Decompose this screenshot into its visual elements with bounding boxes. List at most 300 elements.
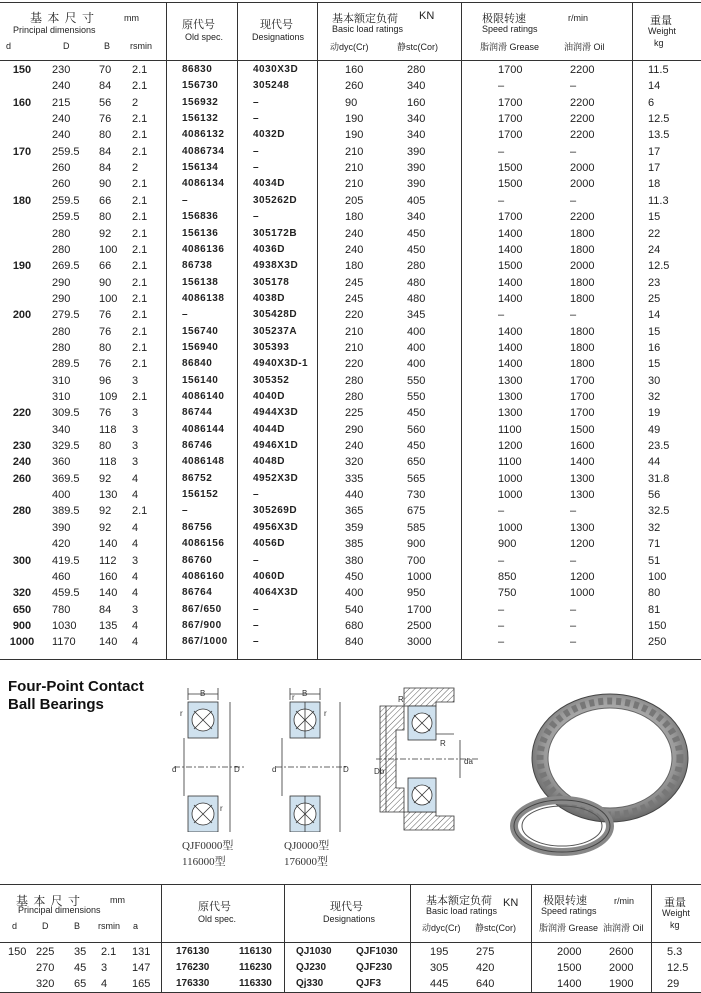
header-top-rule — [0, 884, 701, 885]
cell-speed-oil: 2200 — [570, 211, 595, 224]
weight-en: Weight — [648, 26, 676, 36]
table-row — [0, 127, 701, 145]
cell-designation: – — [253, 96, 260, 108]
cell-D: 310 — [52, 391, 71, 403]
cell-old-spec: 4086136 — [182, 243, 225, 255]
cell-designation: 4946X1D — [253, 440, 299, 452]
cell-static-load: 275 — [476, 946, 495, 958]
cell-B: 80 — [99, 341, 112, 354]
cell-d: 300 — [12, 554, 32, 567]
header-bottom-rule — [0, 942, 701, 943]
cell-dynamic-load: 450 — [345, 570, 364, 583]
cell-weight: 51 — [648, 554, 661, 567]
cell-dynamic-load: 210 — [345, 145, 364, 158]
cell-static-load: 390 — [407, 145, 426, 158]
section-title-line2: Ball Bearings — [8, 696, 104, 713]
table-row — [0, 62, 701, 80]
cell-weight: 29 — [667, 978, 680, 990]
cell-speed-grease: – — [498, 80, 505, 93]
cell-old-spec: 156940 — [182, 341, 219, 353]
cell-dynamic-load: 220 — [345, 358, 364, 371]
cell-old-spec: 86764 — [182, 587, 213, 599]
diagram-caption-qjf — [182, 837, 233, 869]
cell-speed-grease: – — [498, 603, 505, 616]
cell-static-load: 585 — [407, 521, 426, 534]
table-row — [0, 389, 701, 407]
speed-oil: 油润滑 Oil — [603, 923, 644, 933]
cell-rsmin: 2.1 — [132, 341, 148, 354]
cell-weight: 6 — [648, 96, 655, 109]
caption-line: QJF0000型 — [182, 840, 234, 852]
cell-speed-oil: – — [570, 554, 577, 567]
cell-dynamic-load: 290 — [345, 423, 364, 436]
cell-old-spec: 867/900 — [182, 619, 222, 631]
cell-rsmin: 3 — [132, 603, 139, 616]
cell-rsmin: 4 — [132, 538, 139, 551]
speed-en: Speed ratings — [541, 906, 597, 916]
cell-rsmin: 4 — [132, 521, 139, 534]
cell-dynamic-load: 260 — [345, 80, 364, 93]
cell-static-load: 405 — [407, 194, 426, 207]
cell-B: 80 — [99, 211, 112, 224]
cell-dynamic-load: 210 — [345, 341, 364, 354]
cell-designation: 4036D — [253, 243, 285, 255]
cell-old-spec: 86752 — [182, 472, 213, 484]
bearing-diagram-qjf — [170, 686, 250, 832]
speed-grease: 脂润滑 Grease — [539, 923, 599, 933]
cell-designation: 4032D — [253, 129, 285, 141]
cell-B: 160 — [99, 570, 118, 583]
cell-speed-oil: 2200 — [570, 113, 595, 126]
cell-dynamic-load: 680 — [345, 619, 364, 632]
cell-speed-grease: 1400 — [498, 358, 523, 371]
cell-D: 400 — [52, 489, 71, 502]
cell-weight: 12.5 — [648, 113, 670, 126]
cell-speed-oil: 2000 — [609, 962, 634, 974]
principal-en: Principal dimensions — [18, 905, 101, 915]
cell-rsmin: 2.1 — [132, 178, 148, 191]
label-D: D — [343, 765, 349, 774]
section-title-line1: Four-Point Contact — [8, 678, 144, 695]
table-row — [0, 454, 701, 472]
cell-speed-oil: – — [570, 619, 577, 632]
cell-speed-grease: – — [498, 505, 505, 518]
cell-designation: 4956X3D — [253, 521, 299, 533]
cell-B: 92 — [99, 505, 112, 518]
cell-B: 56 — [99, 96, 112, 109]
table-row — [0, 438, 701, 456]
cell-old-spec: 86840 — [182, 358, 213, 370]
cell-d: 240 — [12, 456, 32, 469]
cell-D: 260 — [52, 178, 71, 191]
cell-d: 320 — [12, 587, 32, 600]
cell-a: 165 — [132, 978, 151, 990]
label-r: r — [324, 709, 327, 718]
load-static: 静stc(Cor) — [475, 923, 516, 933]
weight-en: Weight — [662, 908, 690, 918]
label-D: D — [234, 765, 240, 774]
cell-B: 76 — [99, 407, 112, 420]
cell-B: 130 — [99, 489, 118, 502]
cell-D: 320 — [36, 978, 55, 990]
cell-D: 230 — [52, 64, 71, 76]
cell-speed-oil: 1800 — [570, 243, 595, 256]
cell-d: 170 — [12, 145, 32, 158]
cell-designation: 305178 — [253, 276, 290, 288]
cell-speed-grease: 1400 — [498, 292, 523, 305]
cell-speed-grease: 900 — [498, 538, 517, 551]
cell-old-spec: 156140 — [182, 374, 219, 386]
cell-D: 259.5 — [52, 194, 80, 207]
cell-static-load: 480 — [407, 276, 426, 289]
cell-old-spec: 86738 — [182, 260, 213, 272]
cell-dynamic-load: 385 — [345, 538, 364, 551]
table-row — [0, 634, 701, 652]
cell-old-spec-1: 176330 — [176, 978, 210, 989]
label-d: d — [272, 765, 277, 774]
cell-designation: 305237A — [253, 325, 298, 337]
cell-rsmin: 2.1 — [101, 946, 117, 958]
cell-B: 140 — [99, 538, 118, 551]
cell-D: 280 — [52, 243, 71, 256]
cell-speed-oil: 1700 — [570, 407, 595, 420]
cell-B: 66 — [99, 194, 112, 207]
cell-dynamic-load: 210 — [345, 178, 364, 191]
cell-speed-grease: 1300 — [498, 374, 523, 387]
cell-speed-oil: 1600 — [570, 440, 595, 453]
cell-d: 190 — [12, 260, 32, 273]
cell-old-spec: 867/650 — [182, 603, 222, 615]
cell-designation: 4038D — [253, 292, 285, 304]
cell-speed-grease: 2000 — [557, 946, 582, 958]
cell-speed-grease: – — [498, 145, 505, 158]
cell-D: 390 — [52, 521, 71, 534]
cell-weight: 32 — [648, 391, 661, 403]
cell-speed-grease: 1700 — [498, 113, 523, 126]
label-r: r — [292, 693, 295, 702]
cell-dynamic-load: 380 — [345, 554, 364, 567]
cell-D: 309.5 — [52, 407, 80, 420]
cell-weight: 14 — [648, 80, 661, 93]
cell-B: 35 — [74, 946, 87, 958]
cell-weight: 56 — [648, 489, 661, 502]
cell-dynamic-load: 240 — [345, 227, 364, 240]
cell-B: 109 — [99, 391, 118, 403]
cell-rsmin: 4 — [101, 978, 108, 990]
cell-dynamic-load: 245 — [345, 276, 364, 289]
cell-D: 215 — [52, 96, 71, 109]
cell-static-load: 420 — [476, 962, 495, 974]
table-row — [0, 193, 701, 211]
col-D: D — [42, 921, 49, 931]
cell-weight: 24 — [648, 243, 661, 256]
cell-designation: – — [253, 489, 260, 501]
cell-old-spec: 156152 — [182, 489, 219, 501]
cell-rsmin: 2.1 — [132, 64, 148, 76]
cell-weight: 150 — [648, 619, 667, 632]
cell-d: 230 — [12, 440, 32, 453]
table-row — [0, 340, 701, 358]
cell-speed-grease: 1700 — [498, 211, 523, 224]
cell-old-spec: 156730 — [182, 80, 219, 92]
cell-speed-grease: – — [498, 619, 505, 632]
cell-D: 389.5 — [52, 505, 80, 518]
cell-old-spec: 4086156 — [182, 538, 225, 550]
cell-static-load: 2500 — [407, 619, 432, 632]
cell-old-spec: 4086148 — [182, 456, 225, 468]
cell-speed-grease: – — [498, 194, 505, 207]
cell-weight: 32.5 — [648, 505, 670, 518]
cell-weight: 30 — [648, 374, 661, 387]
speed-unit: r/min — [614, 896, 634, 906]
cell-speed-oil: 1800 — [570, 341, 595, 354]
bearing-diagram-qj — [272, 686, 352, 832]
cell-B: 100 — [99, 243, 118, 256]
cell-weight: 19 — [648, 407, 661, 420]
cell-dynamic-load: 305 — [430, 962, 449, 974]
cell-d: 1000 — [9, 636, 35, 649]
cell-old-spec: 86756 — [182, 521, 213, 533]
cell-B: 65 — [74, 978, 87, 990]
cell-speed-oil: – — [570, 636, 577, 649]
cell-D: 280 — [52, 325, 71, 338]
cell-speed-grease: 1400 — [498, 243, 523, 256]
cell-rsmin: 3 — [132, 554, 139, 567]
cell-designation: 305248 — [253, 80, 290, 92]
load-dynamic: 动dyc(Cr) — [422, 923, 461, 933]
cur-en: Designations — [252, 32, 305, 42]
cell-static-load: 550 — [407, 391, 426, 403]
cell-B: 70 — [99, 64, 112, 76]
cell-d: 260 — [12, 472, 32, 485]
table-row — [0, 226, 701, 244]
cell-old-spec: 156932 — [182, 96, 219, 108]
caption-line: QJ0000型 — [284, 840, 330, 852]
principal-cn: 基 本 尺 寸 — [16, 894, 82, 908]
cell-rsmin: 2 — [132, 96, 139, 109]
cell-speed-grease: 1100 — [498, 423, 522, 436]
label-r: r — [220, 804, 223, 813]
cell-rsmin: 4 — [132, 570, 139, 583]
cell-B: 92 — [99, 227, 112, 240]
cell-dynamic-load: 190 — [345, 113, 364, 126]
cell-weight: 49 — [648, 423, 661, 436]
cell-B: 45 — [74, 962, 87, 974]
table-row — [0, 242, 701, 260]
cell-dynamic-load: 400 — [345, 587, 364, 600]
cell-static-load: 450 — [407, 227, 426, 240]
cell-weight: 100 — [648, 570, 667, 583]
table-row — [0, 95, 701, 113]
cell-D: 369.5 — [52, 472, 80, 485]
cell-weight: 12.5 — [648, 260, 670, 273]
cell-old-spec: – — [182, 194, 189, 206]
col-rsmin: rsmin — [130, 41, 152, 51]
cell-dynamic-load: 240 — [345, 243, 364, 256]
cell-D: 420 — [52, 538, 71, 551]
cell-designation: 4044D — [253, 423, 285, 435]
cell-speed-oil: – — [570, 194, 577, 207]
cell-B: 112 — [99, 554, 117, 567]
cell-dynamic-load: 365 — [345, 505, 364, 518]
cell-weight: 16 — [648, 341, 661, 354]
cell-D: 1170 — [52, 636, 76, 649]
speed-cn: 极限转速 — [482, 13, 526, 25]
load-cn: 基本额定负荷 — [426, 895, 492, 907]
cell-static-load: 1700 — [407, 603, 432, 616]
cell-designation: 305352 — [253, 374, 290, 386]
table-row — [0, 961, 701, 977]
cell-designation-2: QJF230 — [356, 962, 393, 973]
cell-designation: 305262D — [253, 194, 298, 206]
cell-static-load: 400 — [407, 325, 426, 338]
cell-rsmin: 2.1 — [132, 276, 148, 289]
label-da: da — [464, 757, 473, 766]
cell-B: 96 — [99, 374, 112, 387]
cell-weight: 14 — [648, 309, 661, 322]
cell-designation-1: QJ1030 — [296, 946, 332, 957]
cell-weight: 23.5 — [648, 440, 670, 453]
load-en: Basic load ratings — [332, 24, 404, 34]
cell-speed-grease: 1400 — [498, 227, 523, 240]
cell-rsmin: 3 — [132, 374, 139, 387]
table-row — [0, 618, 701, 636]
cell-dynamic-load: 190 — [345, 129, 364, 142]
cell-B: 76 — [99, 309, 112, 322]
cell-weight: 80 — [648, 587, 661, 600]
cell-speed-oil: 1200 — [570, 570, 595, 583]
cell-speed-oil: 2000 — [570, 260, 595, 273]
col-D: D — [63, 41, 70, 51]
cell-dynamic-load: 359 — [345, 521, 364, 534]
weight-cn: 重量 — [664, 897, 686, 909]
cell-designation: 4030X3D — [253, 64, 299, 75]
cell-old-spec: 4086160 — [182, 570, 225, 582]
cell-speed-oil: 1700 — [570, 391, 595, 403]
table-row — [0, 160, 701, 178]
cell-old-spec: 86746 — [182, 440, 213, 452]
cell-rsmin: 3 — [132, 456, 139, 469]
cell-D: 340 — [52, 423, 71, 436]
cell-rsmin: 2.1 — [132, 113, 148, 126]
cell-rsmin: 4 — [132, 489, 139, 502]
cell-d: 650 — [12, 603, 32, 616]
cell-rsmin: 2.1 — [132, 129, 148, 142]
table-row — [0, 78, 701, 96]
cell-old-spec: 4086140 — [182, 391, 225, 402]
cell-speed-grease: 1500 — [498, 162, 523, 175]
cell-D: 259.5 — [52, 211, 80, 224]
cell-static-load: 390 — [407, 162, 426, 175]
cell-old-spec-1: 176230 — [176, 962, 210, 973]
cell-dynamic-load: 180 — [345, 260, 364, 273]
cell-old-spec: 156740 — [182, 325, 219, 337]
principal-cn: 基 本 尺 寸 — [30, 11, 96, 25]
cell-speed-grease: 1000 — [498, 521, 523, 534]
cell-static-load: 480 — [407, 292, 426, 305]
cell-dynamic-load: 335 — [345, 472, 364, 485]
label-R: R — [398, 695, 404, 704]
table-row — [0, 324, 701, 342]
cell-designation: 4056D — [253, 538, 285, 550]
cell-speed-grease: 750 — [498, 587, 517, 600]
cell-speed-oil: 1900 — [609, 978, 634, 990]
label-B: B — [200, 689, 206, 698]
cell-designation: – — [253, 162, 260, 174]
table-bottom-rule — [0, 659, 701, 660]
cell-speed-grease: 1500 — [498, 178, 523, 191]
cell-D: 419.5 — [52, 554, 80, 567]
cell-dynamic-load: 280 — [345, 374, 364, 387]
cell-D: 360 — [52, 456, 71, 469]
cell-speed-oil: – — [570, 145, 577, 158]
cell-B: 84 — [99, 603, 112, 616]
cell-B: 100 — [99, 292, 118, 305]
col-d: d — [12, 921, 18, 931]
cell-designation: 4034D — [253, 178, 285, 190]
cell-speed-oil: 1700 — [570, 374, 595, 387]
cell-speed-grease: 1700 — [498, 96, 523, 109]
cell-weight: 11.5 — [648, 64, 669, 76]
cell-dynamic-load: 320 — [345, 456, 364, 469]
cell-dynamic-load: 225 — [345, 407, 364, 420]
cell-speed-grease: 850 — [498, 570, 517, 583]
cell-dynamic-load: 180 — [345, 211, 364, 224]
cell-B: 80 — [99, 129, 112, 142]
cell-speed-grease: 1500 — [557, 962, 582, 974]
cell-weight: 15 — [648, 358, 661, 371]
speed-cn: 极限转速 — [543, 895, 587, 907]
header-top-rule — [0, 2, 701, 3]
cell-static-load: 730 — [407, 489, 426, 502]
cell-static-load: 450 — [407, 407, 426, 420]
cell-designation: 4944X3D — [253, 407, 299, 419]
cell-D: 240 — [52, 80, 71, 93]
cell-rsmin: 4 — [132, 587, 139, 600]
cell-B: 140 — [99, 636, 118, 649]
cell-weight: 15 — [648, 211, 661, 224]
table-header — [0, 0, 701, 60]
cell-weight: 18 — [648, 178, 661, 191]
cell-dynamic-load: 240 — [345, 440, 364, 453]
table-row — [0, 553, 701, 571]
cell-B: 76 — [99, 325, 112, 338]
table-row — [0, 405, 701, 423]
table-row — [0, 111, 701, 129]
cell-D: 269.5 — [52, 260, 80, 273]
cell-rsmin: 2.1 — [132, 309, 148, 322]
load-static: 静stc(Cor) — [397, 42, 438, 52]
principal-en: Principal dimensions — [13, 25, 96, 35]
cell-dynamic-load: 210 — [345, 162, 364, 175]
weight-cn: 重量 — [650, 15, 672, 27]
cell-dynamic-load: 195 — [430, 946, 449, 958]
label-d: d — [172, 765, 177, 774]
cell-speed-oil: 1800 — [570, 292, 595, 305]
cell-designation: – — [253, 211, 260, 223]
cell-static-load: 640 — [476, 978, 495, 990]
cell-weight: 11.3 — [648, 194, 669, 207]
cell-speed-grease: 1200 — [498, 440, 523, 453]
cell-speed-oil: 1300 — [570, 489, 595, 502]
cell-rsmin: 3 — [132, 440, 139, 453]
cell-old-spec: 156138 — [182, 276, 219, 288]
load-en: Basic load ratings — [426, 906, 498, 916]
cell-rsmin: 2.1 — [132, 391, 148, 403]
cell-old-spec-1: 176130 — [176, 946, 210, 957]
cell-B: 135 — [99, 619, 118, 632]
cell-D: 280 — [52, 341, 71, 354]
